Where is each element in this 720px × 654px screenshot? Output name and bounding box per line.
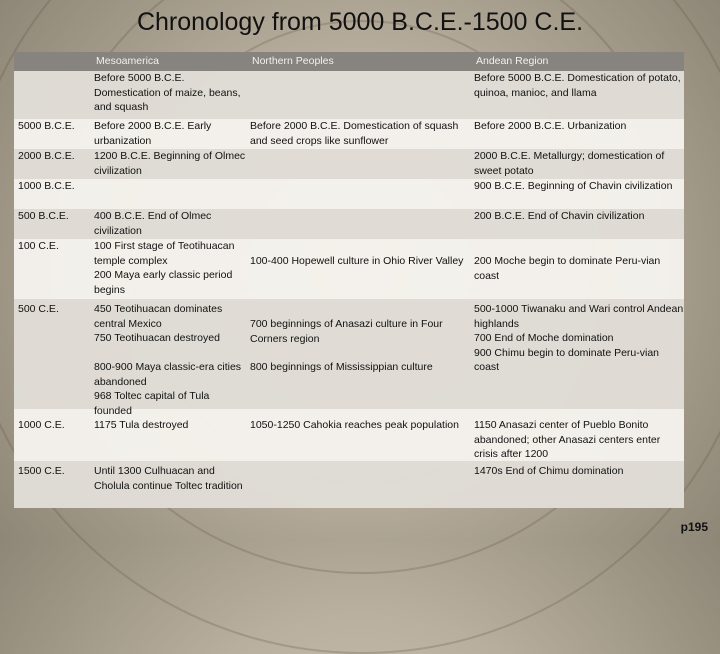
- page-title: Chronology from 5000 B.C.E.-1500 C.E.: [136, 8, 584, 36]
- northern-cell: 800 beginnings of Mississippian culture: [250, 361, 433, 373]
- header-northern-peoples: Northern Peoples: [248, 52, 472, 71]
- header-date: [14, 52, 92, 71]
- header-andean-region: Andean Region: [472, 52, 684, 71]
- page-number: p195: [680, 520, 708, 534]
- date-cell: 1000 B.C.E.: [18, 180, 75, 192]
- andean-cell: 1150 Anasazi center of Pueblo Bonito abandoned; other Anasazi centers enter crisis after 1200: [474, 419, 661, 461]
- andean-cell: 200 Moche begin to dominate Peru-vian coast: [474, 255, 661, 282]
- northern-cell: 100-400 Hopewell culture in Ohio River Valley: [250, 255, 464, 267]
- mesoamerica-cell: 400 B.C.E. End of Olmec civilization: [94, 210, 212, 237]
- mesoamerica-cell: 100 First stage of Teotihuacan temple complex 200 Maya early classic period begins: [94, 240, 235, 296]
- date-cell: 500 C.E.: [18, 303, 59, 315]
- northern-cell: Before 2000 B.C.E. Domestication of squash and seed crops like sunflower: [250, 120, 459, 147]
- mesoamerica-cell: 450 Teotihuacan dominates central Mexico 750 Teotihuacan destroyed: [94, 303, 223, 345]
- andean-cell: 200 B.C.E. End of Chavin civilization: [474, 210, 645, 222]
- andean-cell: Before 2000 B.C.E. Urbanization: [474, 120, 627, 132]
- andean-cell: 900 B.C.E. Beginning of Chavin civilization: [474, 180, 673, 192]
- date-cell: 2000 B.C.E.: [18, 150, 75, 162]
- date-cell: 1500 C.E.: [18, 465, 65, 477]
- mesoamerica-cell: Before 5000 B.C.E. Domestication of maize, beans, and squash: [94, 72, 241, 114]
- andean-cell: Before 5000 B.C.E. Domestication of potato, quinoa, manioc, and llama: [474, 72, 681, 99]
- date-cell: 1000 C.E.: [18, 419, 65, 431]
- mesoamerica-cell: 1175 Tula destroyed: [94, 419, 189, 431]
- date-cell: 100 C.E.: [18, 240, 59, 252]
- northern-cell: 1050-1250 Cahokia reaches peak population: [250, 419, 459, 431]
- northern-cell: 700 beginnings of Anasazi culture in Four Corners region: [250, 318, 443, 345]
- mesoamerica-cell: 1200 B.C.E. Beginning of Olmec civilization: [94, 150, 246, 177]
- mesoamerica-cell: 800-900 Maya classic-era cities abandoned 968 Toltec capital of Tula founded: [94, 361, 242, 417]
- andean-cell: 2000 B.C.E. Metallurgy; domestication of sweet potato: [474, 150, 665, 177]
- andean-cell: 1470s End of Chimu domination: [474, 465, 624, 477]
- header-mesoamerica: Mesoamerica: [92, 52, 248, 71]
- andean-cell: 500-1000 Tiwanaku and Wari control Andean highlands 700 End of Moche domination 900 Chimu begin to dominate Peru-vian coast: [474, 303, 684, 374]
- mesoamerica-cell: Before 2000 B.C.E. Early urbanization: [94, 120, 212, 147]
- date-cell: 5000 B.C.E.: [18, 120, 75, 132]
- mesoamerica-cell: Until 1300 Culhuacan and Cholula continue Toltec tradition: [94, 465, 243, 492]
- date-cell: 500 B.C.E.: [18, 210, 69, 222]
- chronology-table: [14, 52, 684, 508]
